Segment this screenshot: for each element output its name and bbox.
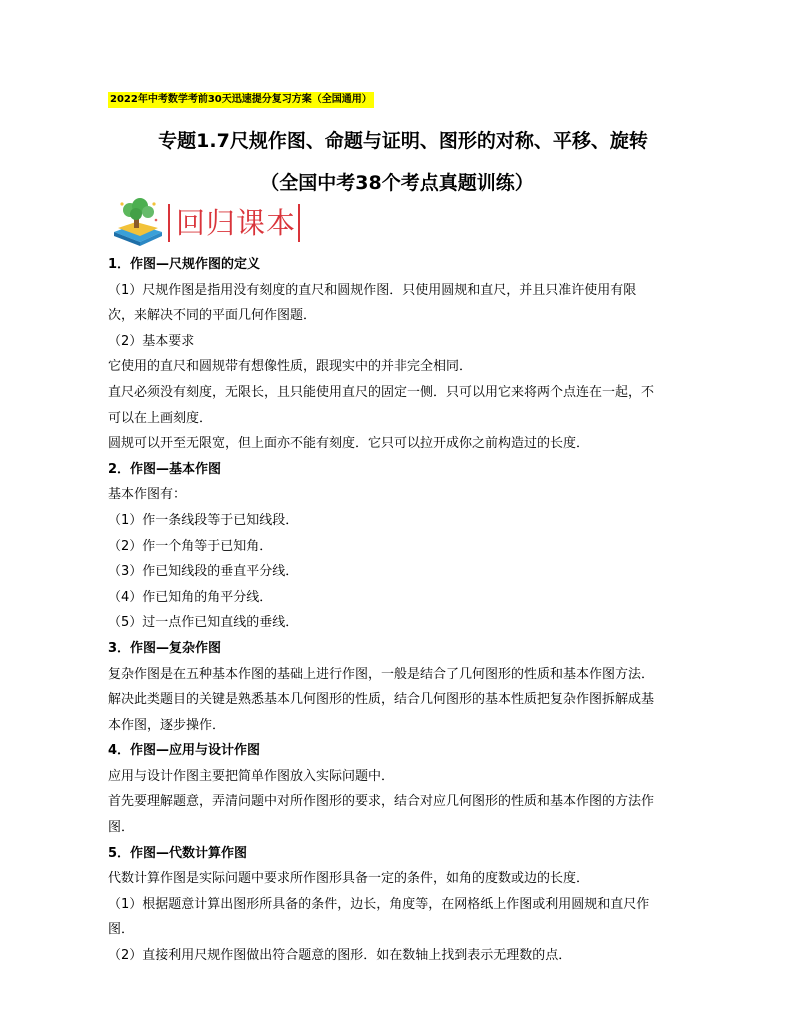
body-text-line: （1）作一条线段等于已知线段． <box>108 512 299 528</box>
body-text-line: 复杂作图是在五种基本作图的基础上进行作图，一般是结合了几何图形的性质和基本作图方法． <box>108 666 655 682</box>
body-text-line: 圆规可以开至无限宽，但上面亦不能有刻度．它只可以拉开成你之前构造过的长度． <box>108 436 590 452</box>
body-text-line: （2）基本要求 <box>108 333 195 349</box>
body-text-line: 基本作图有： <box>108 487 187 503</box>
body-text-line: 它使用的直尺和圆规带有想像性质，跟现实中的并非完全相同． <box>108 359 473 375</box>
body-text-line: 直尺必须没有刻度，无限长，且只能使用直尺的固定一侧．只可以用它来将两个点连在一起，不 <box>108 384 655 400</box>
body-text-line: 首先要理解题意，弄清问题中对所作图形的要求，结合对应几何图形的性质和基本作图的方法作 <box>108 794 655 810</box>
body-content <box>108 252 688 969</box>
body-text-line: （2）作一个角等于已知角． <box>108 538 273 554</box>
body-text-line: 本作图，逐步操作． <box>108 717 226 733</box>
page-subtitle: （全国中考38个考点真题训练） <box>260 172 534 194</box>
body-text-line: 次，来解决不同的平面几何作图题． <box>108 308 317 324</box>
body-text-line: 图． <box>108 922 135 938</box>
body-text-line: （4）作已知角的角平分线． <box>108 589 273 605</box>
body-text-line: （1）根据题意计算出图形所具备的条件，边长，角度等，在网格纸上作图或利用圆规和直尺作 <box>108 896 650 912</box>
section-badge <box>110 198 300 248</box>
body-text-line: （2）直接利用尺规作图做出符合题意的图形．如在数轴上找到表示无理数的点． <box>108 948 572 964</box>
section-heading: 1．作图—尺规作图的定义 <box>108 257 261 272</box>
body-text-line: 应用与设计作图主要把简单作图放入实际问题中． <box>108 768 395 784</box>
book-tree-icon <box>110 198 170 248</box>
body-text-line: （1）尺规作图是指用没有刻度的直尺和圆规作图．只使用圆规和直尺，并且只准许使用有限 <box>108 282 637 298</box>
section-heading: 2．作图—基本作图 <box>108 461 222 477</box>
body-text-line: 解决此类题目的关键是熟悉基本几何图形的性质，结合几何图形的基本性质把复杂作图拆解成基 <box>108 692 655 708</box>
section-heading: 3．作图—复杂作图 <box>108 640 222 656</box>
section-heading: 4．作图—应用与设计作图 <box>108 743 261 759</box>
body-text-line: 代数计算作图是实际问题中要求所作图形具备一定的条件，如角的度数或边的长度． <box>108 871 590 887</box>
body-text-line: （5）过一点作已知直线的垂线． <box>108 615 299 631</box>
page-title: 专题1.7尺规作图、命题与证明、图形的对称、平移、旋转 <box>158 130 648 152</box>
body-text-line: （3）作已知线段的垂直平分线． <box>108 564 299 580</box>
section-heading: 5．作图—代数计算作图 <box>108 845 248 861</box>
series-banner: 2022年中考数学考前30天迅速提分复习方案（全国通用） <box>108 92 374 108</box>
body-text-line: 可以在上画刻度． <box>108 410 213 426</box>
badge-label: 回归课本 <box>176 206 297 240</box>
body-text-line: 图． <box>108 820 135 836</box>
